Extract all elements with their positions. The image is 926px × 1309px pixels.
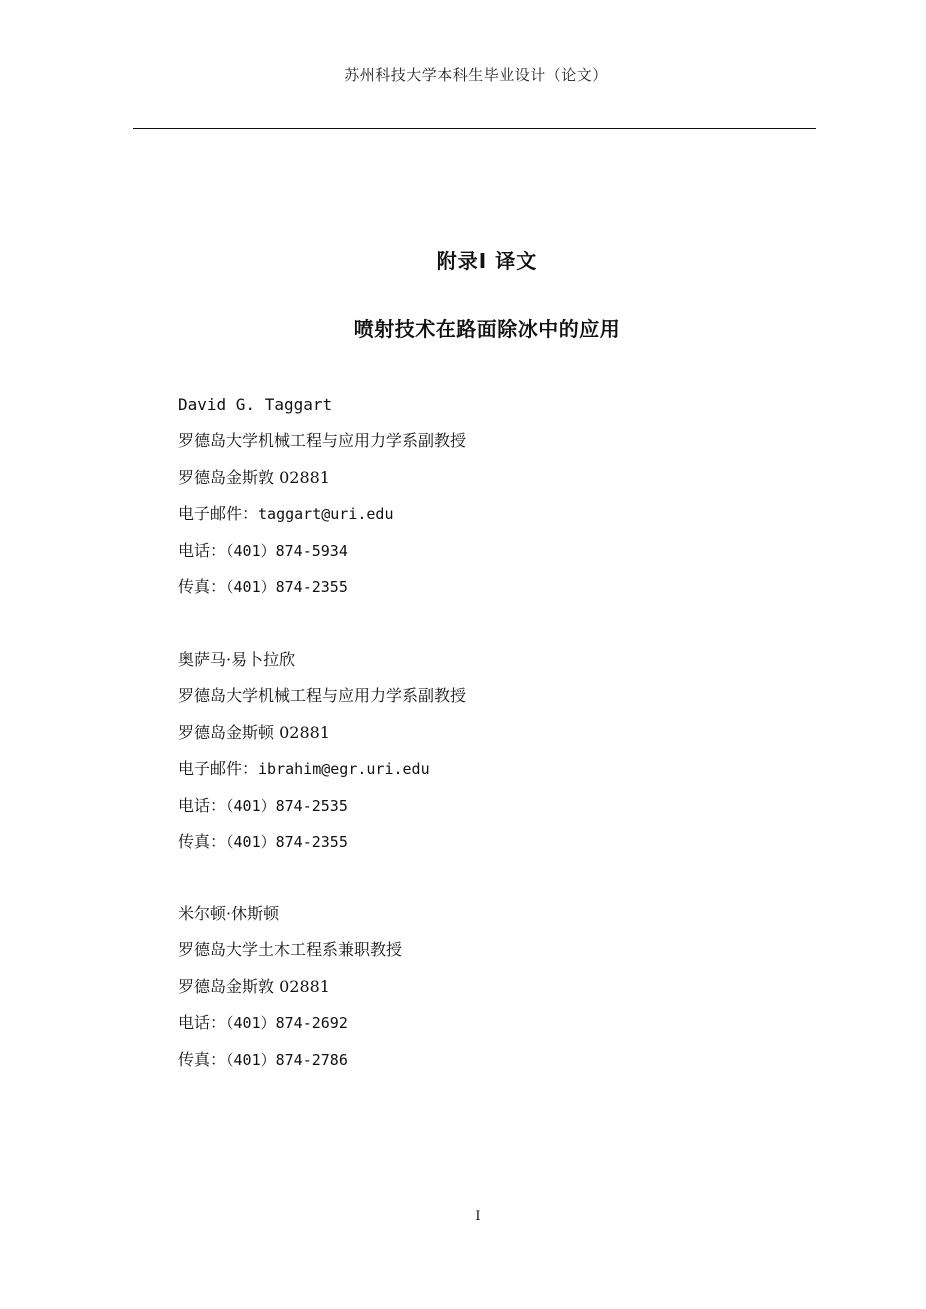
author-address: 罗德岛金斯敦 02881: [178, 467, 330, 487]
author-phone: （401）874-5934: [226, 541, 348, 560]
paper-title: 喷射技术在路面除冰中的应用: [353, 317, 621, 341]
author-block-1: [178, 395, 466, 613]
author-fax: （401）874-2786: [226, 1050, 348, 1069]
author-email-line: [178, 759, 466, 795]
email-label: 电子邮件：: [178, 759, 259, 779]
fax-label: 传真：: [178, 831, 227, 851]
author-fax-line: [178, 577, 466, 613]
author-block-3: [178, 904, 402, 1086]
author-block-2: [178, 650, 466, 868]
author-phone-line: [178, 1013, 402, 1049]
author-phone-line: [178, 796, 466, 832]
author-name: 奥萨马·易卜拉欣: [178, 650, 296, 669]
page-number: I: [475, 1209, 481, 1224]
author-email[interactable]: ibrahim@egr.uri.edu: [258, 760, 430, 779]
appendix-title: 附录Ⅰ 译文: [436, 249, 538, 273]
author-email[interactable]: taggart@uri.edu: [258, 505, 394, 524]
author-fax-line: [178, 1050, 402, 1086]
author-fax: （401）874-2355: [226, 577, 348, 596]
author-phone-line: [178, 541, 466, 577]
author-address: 罗德岛金斯敦 02881: [178, 976, 330, 996]
author-name: 米尔顿·休斯顿: [178, 904, 280, 923]
author-name: David G. Taggart: [178, 395, 333, 414]
author-fax: （401）874-2355: [226, 832, 348, 851]
email-label: 电子邮件：: [178, 504, 259, 524]
fax-label: 传真：: [178, 1049, 227, 1069]
phone-label: 电话：: [178, 1013, 227, 1033]
author-phone: （401）874-2535: [226, 796, 348, 815]
phone-label: 电话：: [178, 795, 227, 815]
author-position: 罗德岛大学机械工程与应用力学系副教授: [178, 686, 467, 706]
phone-label: 电话：: [178, 540, 227, 560]
author-email-line: [178, 504, 466, 540]
fax-label: 传真：: [178, 576, 227, 596]
author-position: 罗德岛大学机械工程与应用力学系副教授: [178, 431, 467, 451]
author-fax-line: [178, 832, 466, 868]
author-position: 罗德岛大学土木工程系兼职教授: [178, 940, 403, 960]
header-divider: [133, 128, 816, 129]
page-header: 苏州科技大学本科生毕业设计（论文）: [344, 66, 608, 84]
author-phone: （401）874-2692: [226, 1014, 348, 1033]
author-address: 罗德岛金斯顿 02881: [178, 722, 330, 742]
